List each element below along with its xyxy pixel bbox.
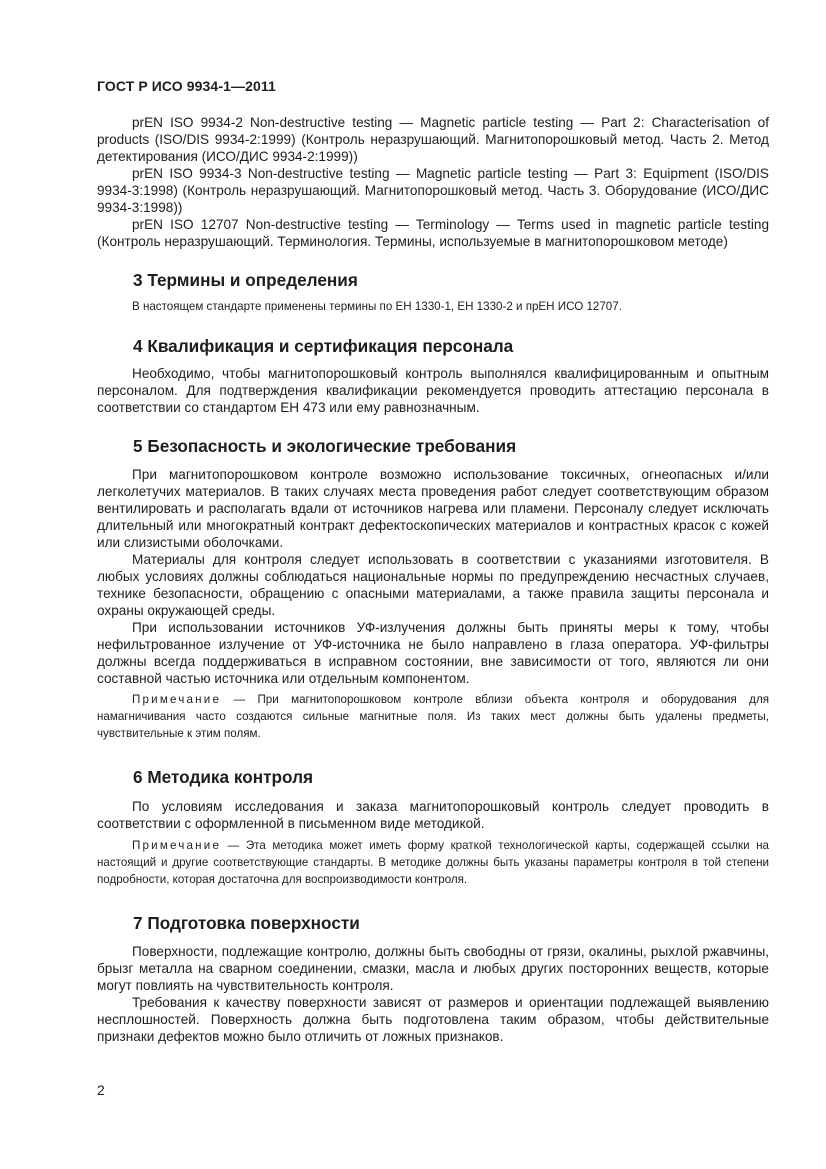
section-7-heading: 7 Подготовка поверхности	[133, 913, 360, 933]
section-4-paragraph: Необходимо, чтобы магнитопорошковый контроль выполнялся квалифицированным и опытным персоналом. Для подтверждения квалификации рекомендуется проводить аттестацию персонала в соответствии со стандартом ЕН 473 или ему равнозначным.	[97, 366, 769, 415]
note-text: — Эта методика может иметь форму краткой технологической карты, содержащей ссылки на настоящий и другие соответствующие стандарты. В методике должны быть указаны параметры контроля в той степени подробности, которая достаточна для воспроизводимости контроля.	[97, 839, 769, 886]
section-6-paragraph: По условиям исследования и заказа магнитопорошковый контроль следует проводить в соответствии с оформленной в письменном виде методикой.	[97, 799, 769, 831]
note-label: Примечание	[132, 693, 222, 706]
reference-item: prEN ISO 9934-3 Non-destructive testing — Magnetic particle testing — Part 3: Equipment (ISO/DIS 9934-3:1998) (Контроль неразрушающий. Магнитопорошковый метод. Часть 3. Оборудование (ИСО/ДИС 9934-3:1998))	[97, 166, 769, 215]
references-list	[97, 114, 769, 250]
section-3-heading: 3 Термины и определения	[133, 270, 358, 290]
section-5-paragraph-1: При магнитопорошковом контроле возможно использование токсичных, огнеопасных и/или легколетучих материалов. В таких случаях места проведения работ следует соответствующим образом вентилировать и располагать вдали от источников нагрева или пламени. Персоналу следует исключать длительный или многократный контракт дефектоскопических материалов и контрастных красок с кожей или слизистыми оболочками.	[97, 467, 769, 550]
page-number: 2	[97, 1082, 105, 1098]
section-5-paragraph-2: Материалы для контроля следует использовать в соответствии с указаниями изготовителя. В любых условиях должны соблюдаться национальные нормы по предупреждению несчастных случаев, технике безопасности, обращению с опасными материалами, а также правила защиты персонала и охраны окружающей среды.	[97, 552, 769, 618]
section-4-body	[97, 365, 769, 416]
section-3-text: В настоящем стандарте применены термины по ЕН 1330-1, ЕН 1330-2 и прЕН ИСО 12707.	[132, 300, 622, 313]
section-5-paragraph-3: При использовании источников УФ-излучения должны быть приняты меры к тому, чтобы нефильтрованное излучение от УФ-источника не было направлено в глаза оператора. УФ-фильтры должны всегда поддерживаться в исправном состоянии, вне зависимости от того, являются ли они составной частью источника или отдельным компонентом.	[97, 620, 769, 686]
reference-item: prEN ISO 9934-2 Non-destructive testing — Magnetic particle testing — Part 2: Characterisation of products (ISO/DIS 9934-2:1999) (Контроль неразрушающий. Магнитопорошковый метод. Часть 2. Метод детектирования (ИСО/ДИС 9934-2:1999))	[97, 115, 769, 164]
section-7-paragraph-1: Поверхности, подлежащие контролю, должны быть свободны от грязи, окалины, рыхлой ржавчины, брызг металла на сварном соединении, смазки, масла и любых других посторонних веществ, которые могут повлиять на чувствительность контроля.	[97, 944, 769, 993]
reference-item: prEN ISO 12707 Non-destructive testing — Terminology — Terms used in magnetic particle testing (Контроль неразрушающий. Терминология. Термины, используемые в магнитопорошковом методе)	[97, 217, 769, 249]
section-6-note	[97, 837, 769, 888]
note-label: Примечание	[132, 839, 222, 852]
section-4-heading: 4 Квалификация и сертификация персонала	[133, 336, 514, 356]
section-5-heading: 5 Безопасность и экологические требования	[133, 436, 517, 456]
section-6-body	[97, 798, 769, 888]
section-5-body	[97, 466, 769, 742]
section-3-body	[97, 298, 769, 315]
section-7-body	[97, 943, 769, 1045]
standard-header: ГОСТ Р ИСО 9934-1—2011	[97, 78, 276, 94]
note-text: — При магнитопорошковом контроле вблизи объекта контроля и оборудования для намагничивания часто создаются сильные магнитные поля. Из таких мест должны быть удалены предметы, чувствительные к этим полям.	[97, 693, 769, 740]
section-5-note	[97, 691, 769, 742]
section-6-heading: 6 Методика контроля	[133, 767, 314, 787]
section-7-paragraph-2: Требования к качеству поверхности зависят от размеров и ориентации подлежащей выявлению несплошностей. Поверхность должна быть подготовлена таким образом, чтобы действительные признаки дефектов можно было отличить от ложных признаков.	[97, 995, 769, 1044]
